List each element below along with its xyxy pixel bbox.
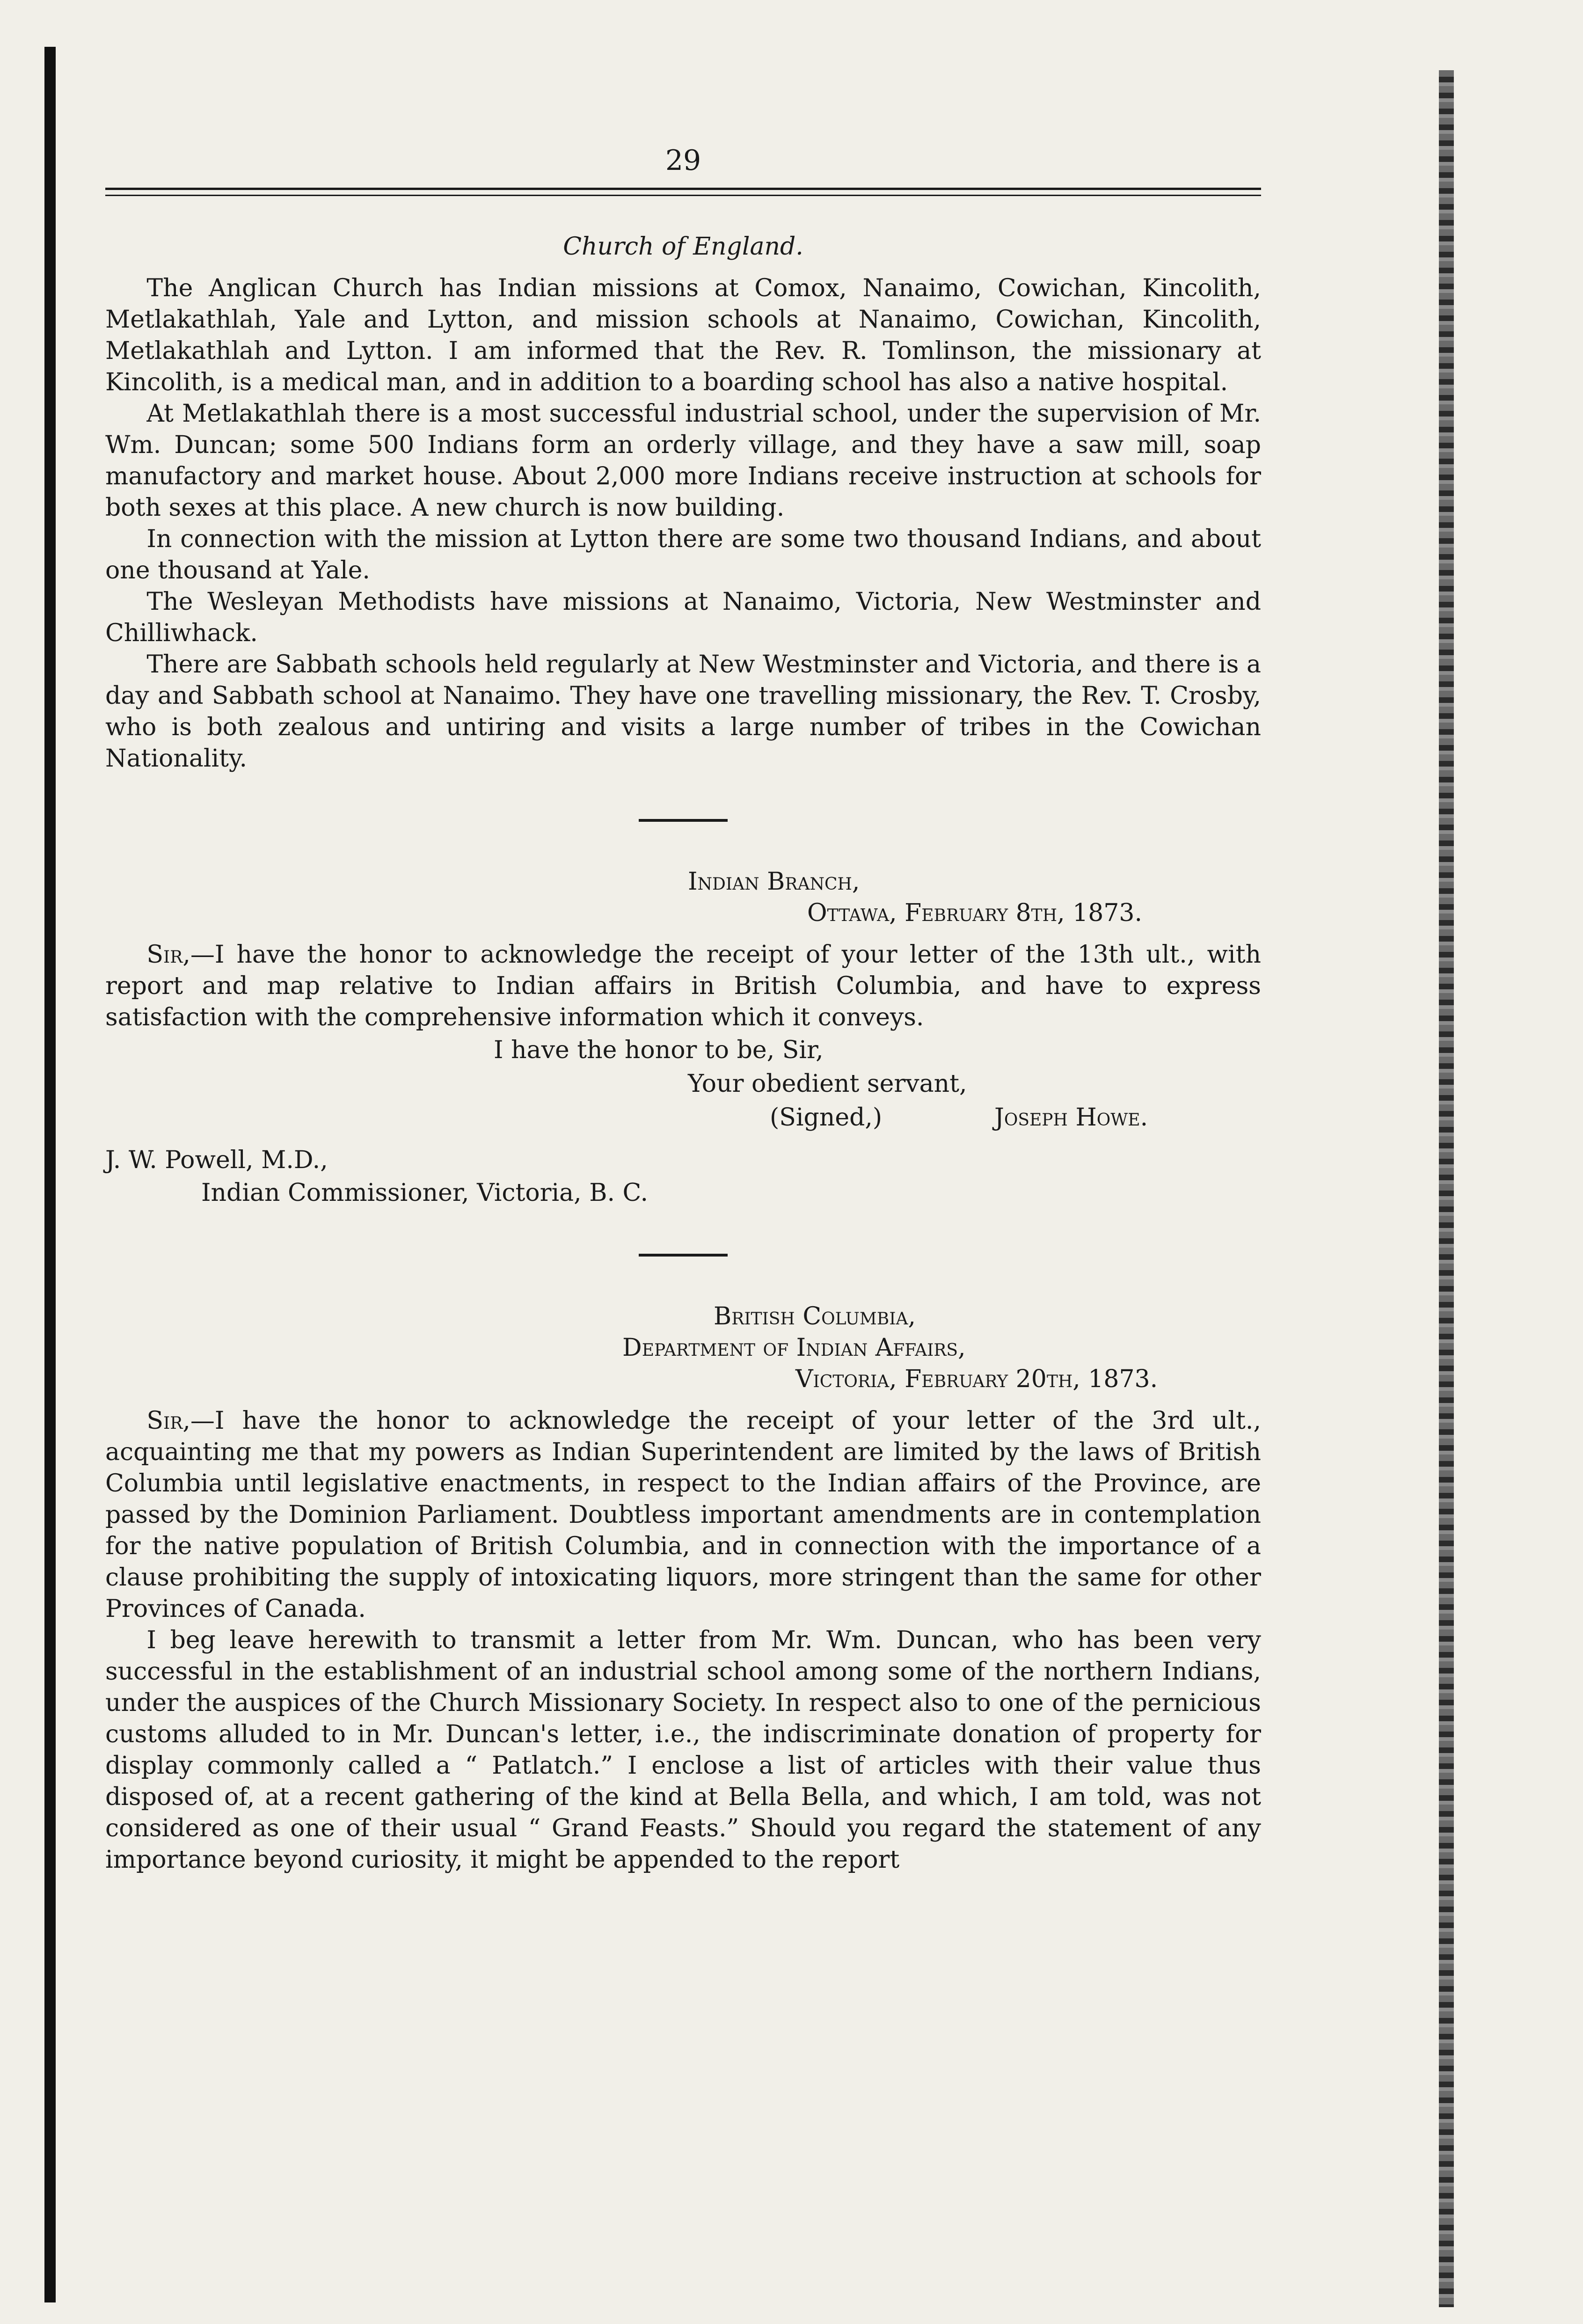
address-line: British Columbia, bbox=[714, 1302, 916, 1330]
section-separator bbox=[639, 819, 728, 822]
letter-ottawa bbox=[105, 866, 1261, 1209]
letter-body-text: —I have the honor to acknowledge the receipt of your letter of the 13th ult., with report and map relative to Indian affairs in British Columbia, and have to express satisfaction with the comprehensive information which it conveys. bbox=[105, 941, 1261, 1031]
letter-address bbox=[105, 1301, 1261, 1395]
closing-line: I have the honor to be, Sir, bbox=[494, 1036, 824, 1064]
right-binding-edge bbox=[1439, 70, 1454, 2307]
page-content bbox=[105, 140, 1261, 1876]
letter-victoria bbox=[105, 1301, 1261, 1876]
section-separator bbox=[639, 1254, 728, 1257]
paragraph-wesleyan: The Wesleyan Methodists have missions at Nanaimo, Victoria, New Westminster and Chilliwhack. bbox=[105, 588, 1261, 647]
recipient-block bbox=[105, 1144, 1261, 1209]
closing-line: Your obedient servant, bbox=[688, 1070, 967, 1098]
page-number: 29 bbox=[665, 144, 701, 177]
recipient-title: Indian Commissioner, Victoria, B. C. bbox=[201, 1179, 648, 1207]
letter-closing bbox=[105, 1033, 1261, 1134]
letter-address bbox=[105, 866, 1261, 929]
header-double-rule bbox=[105, 188, 1261, 196]
signature-row bbox=[105, 1101, 1261, 1134]
letter-body-text: —I have the honor to acknowledge the receipt of your letter of the 3rd ult., acquainting me that my powers as Indian Superintendent are limited by the laws of British Columbia until legislative enactments, in respect to the Indian affairs of the Province, are passed by the Dominion Parliament. Doubtless important amendments are in contemplation for the native population of British Columbia, and in connection with the importance of a clause prohibiting the supply of intoxicating liquors, more stringent than the same for other Provinces of Canada. bbox=[105, 1407, 1261, 1623]
section-title: Church of England. bbox=[563, 233, 803, 261]
signed-label: (Signed,) bbox=[770, 1104, 883, 1132]
letter-body bbox=[105, 1405, 1261, 1625]
paragraph-metlakathlah: At Metlakathlah there is a most successful industrial school, under the supervision of Mr. Wm. Duncan; some 500 Indians form an orderly village, and they have a saw mill, soap manufactory and market house. About 2,000 more Indians receive instruction at schools for both sexes at this place. A new church is now building. bbox=[105, 400, 1261, 522]
address-line: Indian Branch, bbox=[688, 868, 860, 896]
letter-body bbox=[105, 939, 1261, 1033]
recipient-name: J. W. Powell, M.D., bbox=[105, 1146, 328, 1174]
address-date-line: Victoria, February 20th, 1873. bbox=[795, 1365, 1158, 1393]
left-binding-edge bbox=[44, 47, 56, 2302]
church-section bbox=[105, 273, 1261, 775]
paragraph-anglican: The Anglican Church has Indian missions at Comox, Nanaimo, Cowichan, Kincolith, Metlakathlah, Yale and Lytton, and mission schools at Nanaimo, Cowichan, Kincolith, Metlakathlah and Lytton. I am informed that the Rev. R. Tomlinson, the missionary at Kincolith, is a medical man, and in addition to a boarding school has also a native hospital. bbox=[105, 274, 1261, 396]
paragraph-sabbath: There are Sabbath schools held regularly at New Westminster and Victoria, and there is a day and Sabbath school at Nanaimo. They have one travelling missionary, the Rev. T. Crosby, who is both zealous and untiring and visits a large number of tribes in the Cowichan Nationality. bbox=[105, 650, 1261, 773]
paragraph-lytton: In connection with the mission at Lytton there are some two thousand Indians, and about one thousand at Yale. bbox=[105, 525, 1261, 585]
salutation: Sir, bbox=[146, 941, 190, 969]
address-date-line: Ottawa, February 8th, 1873. bbox=[807, 899, 1143, 927]
signature-name: Joseph Howe. bbox=[994, 1104, 1148, 1132]
salutation: Sir, bbox=[146, 1407, 190, 1435]
address-line: Department of Indian Affairs, bbox=[622, 1334, 966, 1362]
letter-body-paragraph: I beg leave herewith to transmit a letter from Mr. Wm. Duncan, who has been very successful in the establishment of an industrial school among some of the northern Indians, under the auspices of the Church Missionary Society. In respect also to one of the pernicious customs alluded to in Mr. Duncan's letter, i.e., the indiscriminate donation of property for display commonly called a “ Patlatch.” I enclose a list of articles with their value thus disposed of, at a recent gathering of the kind at Bella Bella, and which, I am told, was not considered as one of their usual “ Grand Feasts.” Should you regard the statement of any importance beyond curiosity, it might be appended to the report bbox=[105, 1626, 1261, 1874]
